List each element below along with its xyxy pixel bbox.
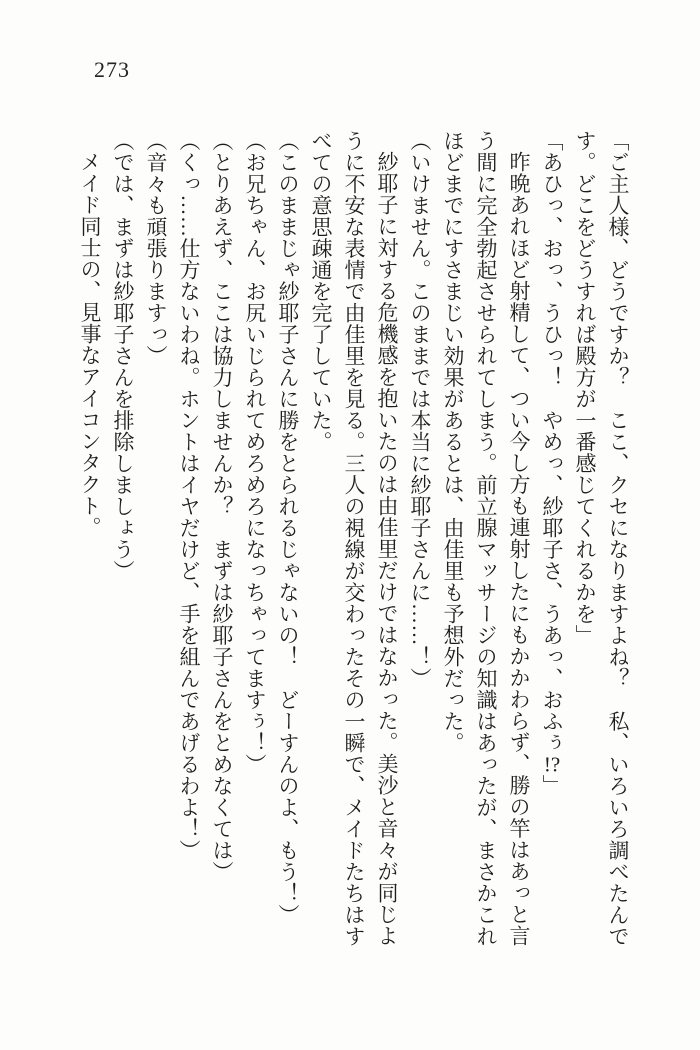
paragraph: （音々も頑張りますっ） [144, 130, 168, 367]
paragraph: 「ご主人様、どうですか？ ここ、クセになりますよね？ 私、いろいろ調べたんです。どこをどうすれば殿方が一番感じてくれるかを」 [573, 130, 630, 947]
paragraph: （いけません。このままでは本当に紗耶子さんに……！） [408, 130, 432, 689]
paragraph: （お兄ちゃん、お尻いじられてめろめろになっちゃってますぅ！） [243, 130, 267, 775]
exclamation-question-mark: !? [543, 753, 561, 775]
page-number: 273 [94, 57, 130, 82]
paragraph: （とりあえず、ここは協力しませんか？ まずは紗耶子さんをとめなくては） [210, 130, 234, 883]
paragraph: （くっ……仕方ないわね。ホントはイヤだけど、手を組んであげるわよ！） [177, 130, 201, 861]
paragraph: （このままじゃ紗耶子さんに勝をとられるじゃないの！ どーすんのよ、もう！） [276, 130, 300, 926]
paragraph: （では、まずは紗耶子さんを排除しましょう） [111, 130, 135, 582]
paragraph: 昨晩あれほど射精して、つい今し方も連射したにもかかわらず、勝の竿はあっと言う間に完全勃起させられてしまう。前立腺マッサージの知識はあったが、まさかこれほどまでにすさまじい効果があるとは、由佳里も予想外だった。 [441, 130, 531, 947]
paragraph: 「あひっ、おっ、うひっ！ やめっ、紗耶子さ、うあっ、おふぅ!?」 [540, 130, 564, 796]
text-body [73, 130, 634, 948]
paragraph: 紗耶子に対する危機感を抱いたのは由佳里だけではなかった。美沙と音々が同じように不安な表情で由佳里を見る。三人の視線が交わったその一瞬で、メイドたちはすべての意思疎通を完了していた。 [309, 130, 399, 947]
paragraph: メイド同士の、見事なアイコンタクト。 [78, 151, 102, 538]
